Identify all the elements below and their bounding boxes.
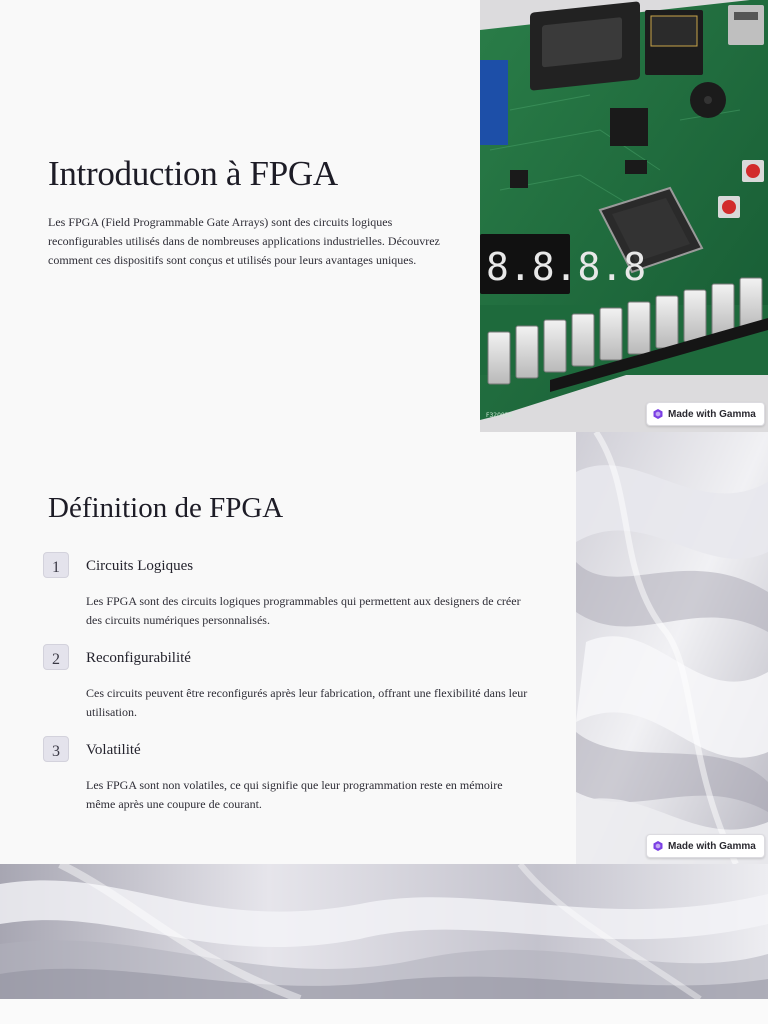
silk-banner-illustration (0, 864, 768, 999)
slide-introduction (0, 0, 768, 432)
item-heading: Reconfigurabilité (86, 650, 191, 666)
seven-segment-display: 8.8.8.8 (486, 245, 647, 289)
item-number-badge: 1 (43, 552, 69, 578)
slide-title: Introduction à FPGA (48, 154, 338, 193)
item-heading: Volatilité (86, 742, 141, 758)
made-with-gamma-badge[interactable] (646, 402, 765, 426)
made-with-gamma-badge[interactable] (646, 834, 765, 858)
badge-label: Made with Gamma (668, 408, 756, 420)
board-label: F320055 (486, 412, 513, 419)
fpga-board-illustration (480, 0, 768, 432)
abstract-silk-banner (0, 864, 768, 999)
item-heading: Circuits Logiques (86, 558, 194, 574)
item-number-badge: 3 (43, 736, 69, 762)
item-description: Les FPGA sont des circuits logiques programmables qui permettent aux designers de créer des circuits numériques personnalisés. (86, 594, 521, 627)
silk-waves-illustration (576, 432, 768, 864)
item-number-badge: 2 (43, 644, 69, 670)
slide-definition (0, 432, 768, 864)
gamma-logo-icon (653, 841, 663, 851)
fpga-board-photo (480, 0, 768, 432)
item-description: Ces circuits peuvent être reconfigurés après leur fabrication, offrant une flexibilité dans leur utilisation. (86, 686, 528, 719)
slide-title: Définition de FPGA (48, 492, 284, 524)
abstract-silk-image (576, 432, 768, 864)
item-description: Les FPGA sont non volatiles, ce qui signifie que leur programmation reste en mémoire même après une coupure de courant. (86, 778, 503, 811)
badge-label: Made with Gamma (668, 840, 756, 852)
gamma-logo-icon (653, 409, 663, 419)
intro-paragraph: Les FPGA (Field Programmable Gate Arrays) sont des circuits logiques reconfigurables utilisés dans de nombreuses applications industrielles. Découvrez comment ces dispositifs sont conçus et utilisés pour leurs avantages uniques. (48, 215, 440, 267)
